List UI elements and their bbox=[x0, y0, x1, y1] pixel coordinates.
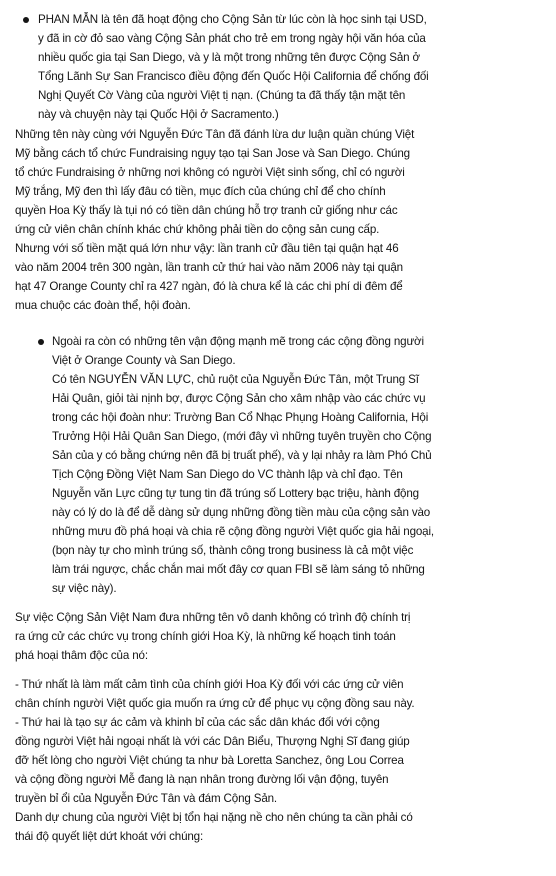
text-line: Nhưng với số tiền mặt quá lớn như vậy: lần tranh cử đầu tiên tại quận hạt 46 bbox=[15, 242, 399, 255]
bullet-dot bbox=[23, 17, 29, 23]
text-line: trong các hội đoàn như: Trường Ban Cổ Nhạc Phụng Hoàng California, Hội bbox=[52, 411, 429, 424]
text-line: này và chuyện này tại Quốc Hội ở Sacramento.) bbox=[38, 108, 279, 121]
text-line: chân chính người Việt quốc gia muốn ra ứng cử để phục vụ cộng đồng sau này. bbox=[15, 697, 415, 710]
text-line: Hải Quân, giỏi tài nịnh bợ, được Cộng Sản cho xâm nhập vào các chức vụ bbox=[52, 392, 426, 405]
text-line: (bọn này tự cho mình trúng số, thành công trong business là cả một việc bbox=[52, 544, 414, 557]
text-line: hạt 47 Orange County chỉ ra 427 ngàn, đó là chưa kể là các chi phí di đêm để bbox=[15, 280, 403, 293]
text-line: vào năm 2004 trên 300 ngàn, lần tranh cử thứ hai vào năm 2006 này tại quận bbox=[15, 261, 403, 274]
text-line: Tổng Lãnh Sự San Francisco điều động đến Quốc Hội California để chống đối bbox=[38, 70, 429, 83]
text-line: và cộng đồng người Mễ đang là nạn nhân trong đường lối vận động, tuyên bbox=[15, 773, 389, 786]
text-line: thái độ quyết liệt dứt khoát với chúng: bbox=[15, 830, 204, 843]
text-line: - Thứ nhất là làm mất cảm tình của chính giới Hoa Kỳ đối với các ứng cử viên bbox=[15, 678, 404, 691]
text-line: Trưởng Hội Hải Quân San Diego, (mới đây vì những tuyên truyền cho Cộng bbox=[52, 430, 432, 443]
text-line: Tịch Cộng Đồng Việt Nam San Diego do VC thành lập và chỉ đạo. Tên bbox=[52, 468, 403, 481]
text-line: này có lý do là để dễ dàng sử dụng những đồng tiền màu của cộng sản vào bbox=[52, 506, 431, 519]
text-line: Những tên này cùng với Nguyễn Đức Tân đã đánh lừa dư luận quần chúng Việt bbox=[15, 128, 415, 141]
text-line: mua chuộc các đoàn thể, hội đoàn. bbox=[15, 299, 191, 312]
text-line: sự việc này). bbox=[52, 582, 117, 595]
text-line: Mỹ trắng, Mỹ đen thì lấy đâu có tiền, mục đích của chúng chỉ để cho chính bbox=[15, 185, 386, 198]
text-line: phá hoại thâm độc của nó: bbox=[15, 649, 148, 662]
text-line: nhiều quốc gia tại San Diego, và y là một trong những tên được Cộng Sản ở bbox=[38, 51, 420, 64]
text-line: Nguyễn văn Lực cũng tự tung tin đã trúng số Lottery bạc triệu, hành động bbox=[52, 487, 419, 500]
text-line: - Thứ hai là tạo sự ác cảm và khinh bỉ của các sắc dân khác đối với cộng bbox=[15, 716, 380, 729]
text-line: làm trái ngược, chắc chắn mai mốt đây cơ quan FBI sẽ làm sáng tỏ những bbox=[52, 563, 425, 576]
text-line: ứng cử viên chân chính khác chứ không phải tiền do cộng sản cung cấp. bbox=[15, 223, 380, 236]
text-line: truyền bỉ ổi của Nguyễn Đức Tân và đám Cộng Sản. bbox=[15, 792, 277, 805]
text-line: Mỹ bằng cách tổ chức Fundraising ngụy tạo tại San Jose và San Diego. Chúng bbox=[15, 147, 410, 160]
text-line: tổ chức Fundraising ở những nơi không có người Việt sinh sống, chỉ có người bbox=[15, 166, 405, 179]
text-line: Có tên NGUYỄN VĂN LỰC, chủ ruột của Nguyễn Đức Tân, một Trung Sĩ bbox=[52, 373, 419, 386]
text-line: đồng người Việt hải ngoại nhất là với các Dân Biểu, Thượng Nghị Sĩ đang giúp bbox=[15, 735, 410, 748]
text-line: Sự việc Cộng Sản Việt Nam đưa những tên vô danh không có trình độ chính trị bbox=[15, 611, 411, 624]
text-line: quyền Hoa Kỳ thấy là tụi nó có tiền dân chúng hỗ trợ tranh cử giống như các bbox=[15, 204, 398, 217]
text-line: Danh dự chung của người Việt bị tổn hại nặng nề cho nên chúng ta cần phải có bbox=[15, 811, 413, 824]
text-line: Nghị Quyết Cờ Vàng của người Việt tị nạn. (Chúng ta đã thấy tận mặt tên bbox=[38, 89, 406, 102]
text-line: Việt ở Orange County và San Diego. bbox=[52, 354, 236, 367]
text-line: ra ứng cử các chức vụ trong chính giới Hoa Kỳ, là những kế hoạch tinh toán bbox=[15, 630, 396, 643]
text-line: Ngoài ra còn có những tên vận động mạnh mẽ trong các cộng đồng người bbox=[52, 335, 424, 348]
text-line: Sản của y có bằng chứng nên đã bị truất phế), và y lại nhảy ra làm Phó Chủ bbox=[52, 449, 432, 462]
text-line: đỡ hết lòng cho người Việt chúng ta như bà Loretta Sanchez, ông Lou Correa bbox=[15, 754, 404, 767]
text-line: những mưu đồ phá hoại và chia rẽ cộng đồng người Việt quốc gia hải ngoại, bbox=[52, 525, 434, 538]
text-line: PHAN MẪN là tên đã hoạt động cho Cộng Sản từ lúc còn là học sinh tại USD, bbox=[38, 13, 427, 26]
bullet-dot bbox=[38, 339, 44, 345]
text-line: y đã in cờ đỏ sao vàng Cộng Sản phát cho trẻ em trong ngày hội văn hóa của bbox=[38, 32, 426, 45]
